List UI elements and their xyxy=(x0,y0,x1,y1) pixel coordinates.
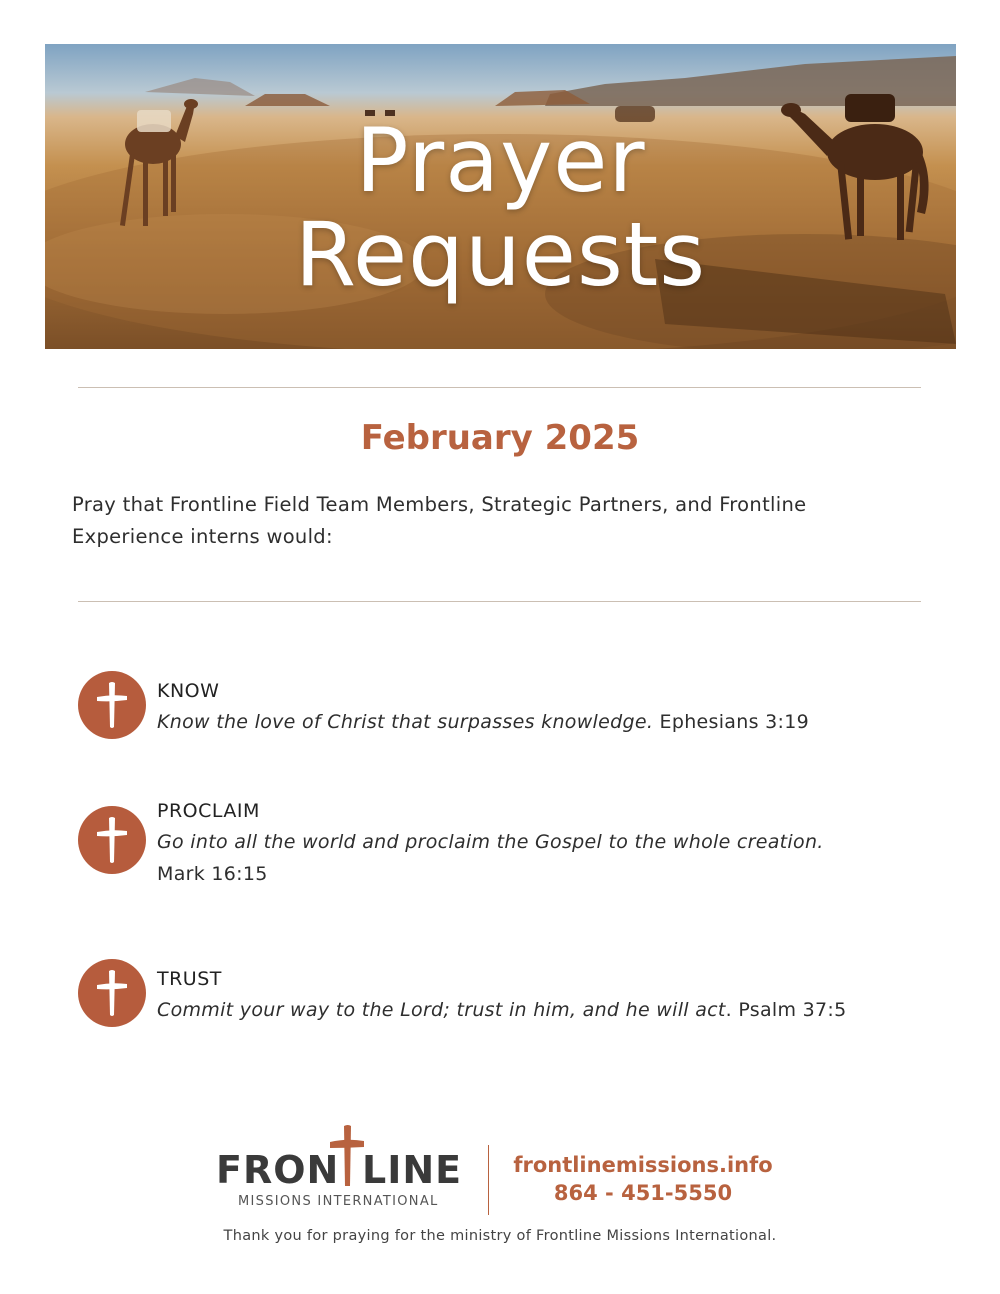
page-title xyxy=(45,109,956,306)
divider-top xyxy=(78,387,921,388)
footer-divider xyxy=(488,1145,489,1215)
intro-text: Pray that Frontline Field Team Members, Strategic Partners, and Frontline Experience interns would: xyxy=(72,493,807,548)
cross-badge xyxy=(78,806,146,874)
thank-you-note: Thank you for praying for the ministry of Frontline Missions International. xyxy=(223,1228,777,1244)
item-reference: . Psalm 37:5 xyxy=(725,999,847,1021)
cross-icon xyxy=(78,806,146,874)
item-body xyxy=(157,706,917,738)
logo-text-front: FRON xyxy=(216,1148,340,1192)
logo-subtitle: MISSIONS INTERNATIONAL xyxy=(238,1194,439,1209)
month-heading: February 2025 xyxy=(360,418,640,458)
item-verse: Go into all the world and proclaim the Gospel to the whole creation. xyxy=(157,831,824,853)
prayer-item-text xyxy=(157,796,917,890)
logo-text-line: LINE xyxy=(362,1148,463,1192)
prayer-item-text xyxy=(157,964,917,1026)
divider-middle xyxy=(78,601,921,602)
cross-badge xyxy=(78,671,146,739)
item-reference: Mark 16:15 xyxy=(157,863,268,885)
item-heading: KNOW xyxy=(157,680,220,702)
title-line-2: Requests xyxy=(294,203,707,306)
item-verse: Know the love of Christ that surpasses knowledge. xyxy=(157,711,654,733)
cross-icon xyxy=(78,959,146,1027)
cross-icon xyxy=(78,671,146,739)
phone-number[interactable]: 864 - 451-5550 xyxy=(553,1181,733,1205)
contact-info xyxy=(508,1151,778,1207)
item-body xyxy=(157,826,917,890)
item-heading: TRUST xyxy=(157,968,222,990)
item-body xyxy=(157,994,917,1026)
cross-icon xyxy=(330,1124,364,1186)
hero-banner xyxy=(45,44,956,349)
frontline-logo xyxy=(216,1124,474,1216)
cross-badge xyxy=(78,959,146,1027)
prayer-item-text xyxy=(157,676,917,738)
item-heading: PROCLAIM xyxy=(157,800,260,822)
title-line-1: Prayer xyxy=(355,109,646,212)
website-link[interactable]: frontlinemissions.info xyxy=(513,1153,773,1177)
item-verse: Commit your way to the Lord; trust in him, and he will act xyxy=(157,999,726,1021)
item-reference: Ephesians 3:19 xyxy=(659,711,809,733)
